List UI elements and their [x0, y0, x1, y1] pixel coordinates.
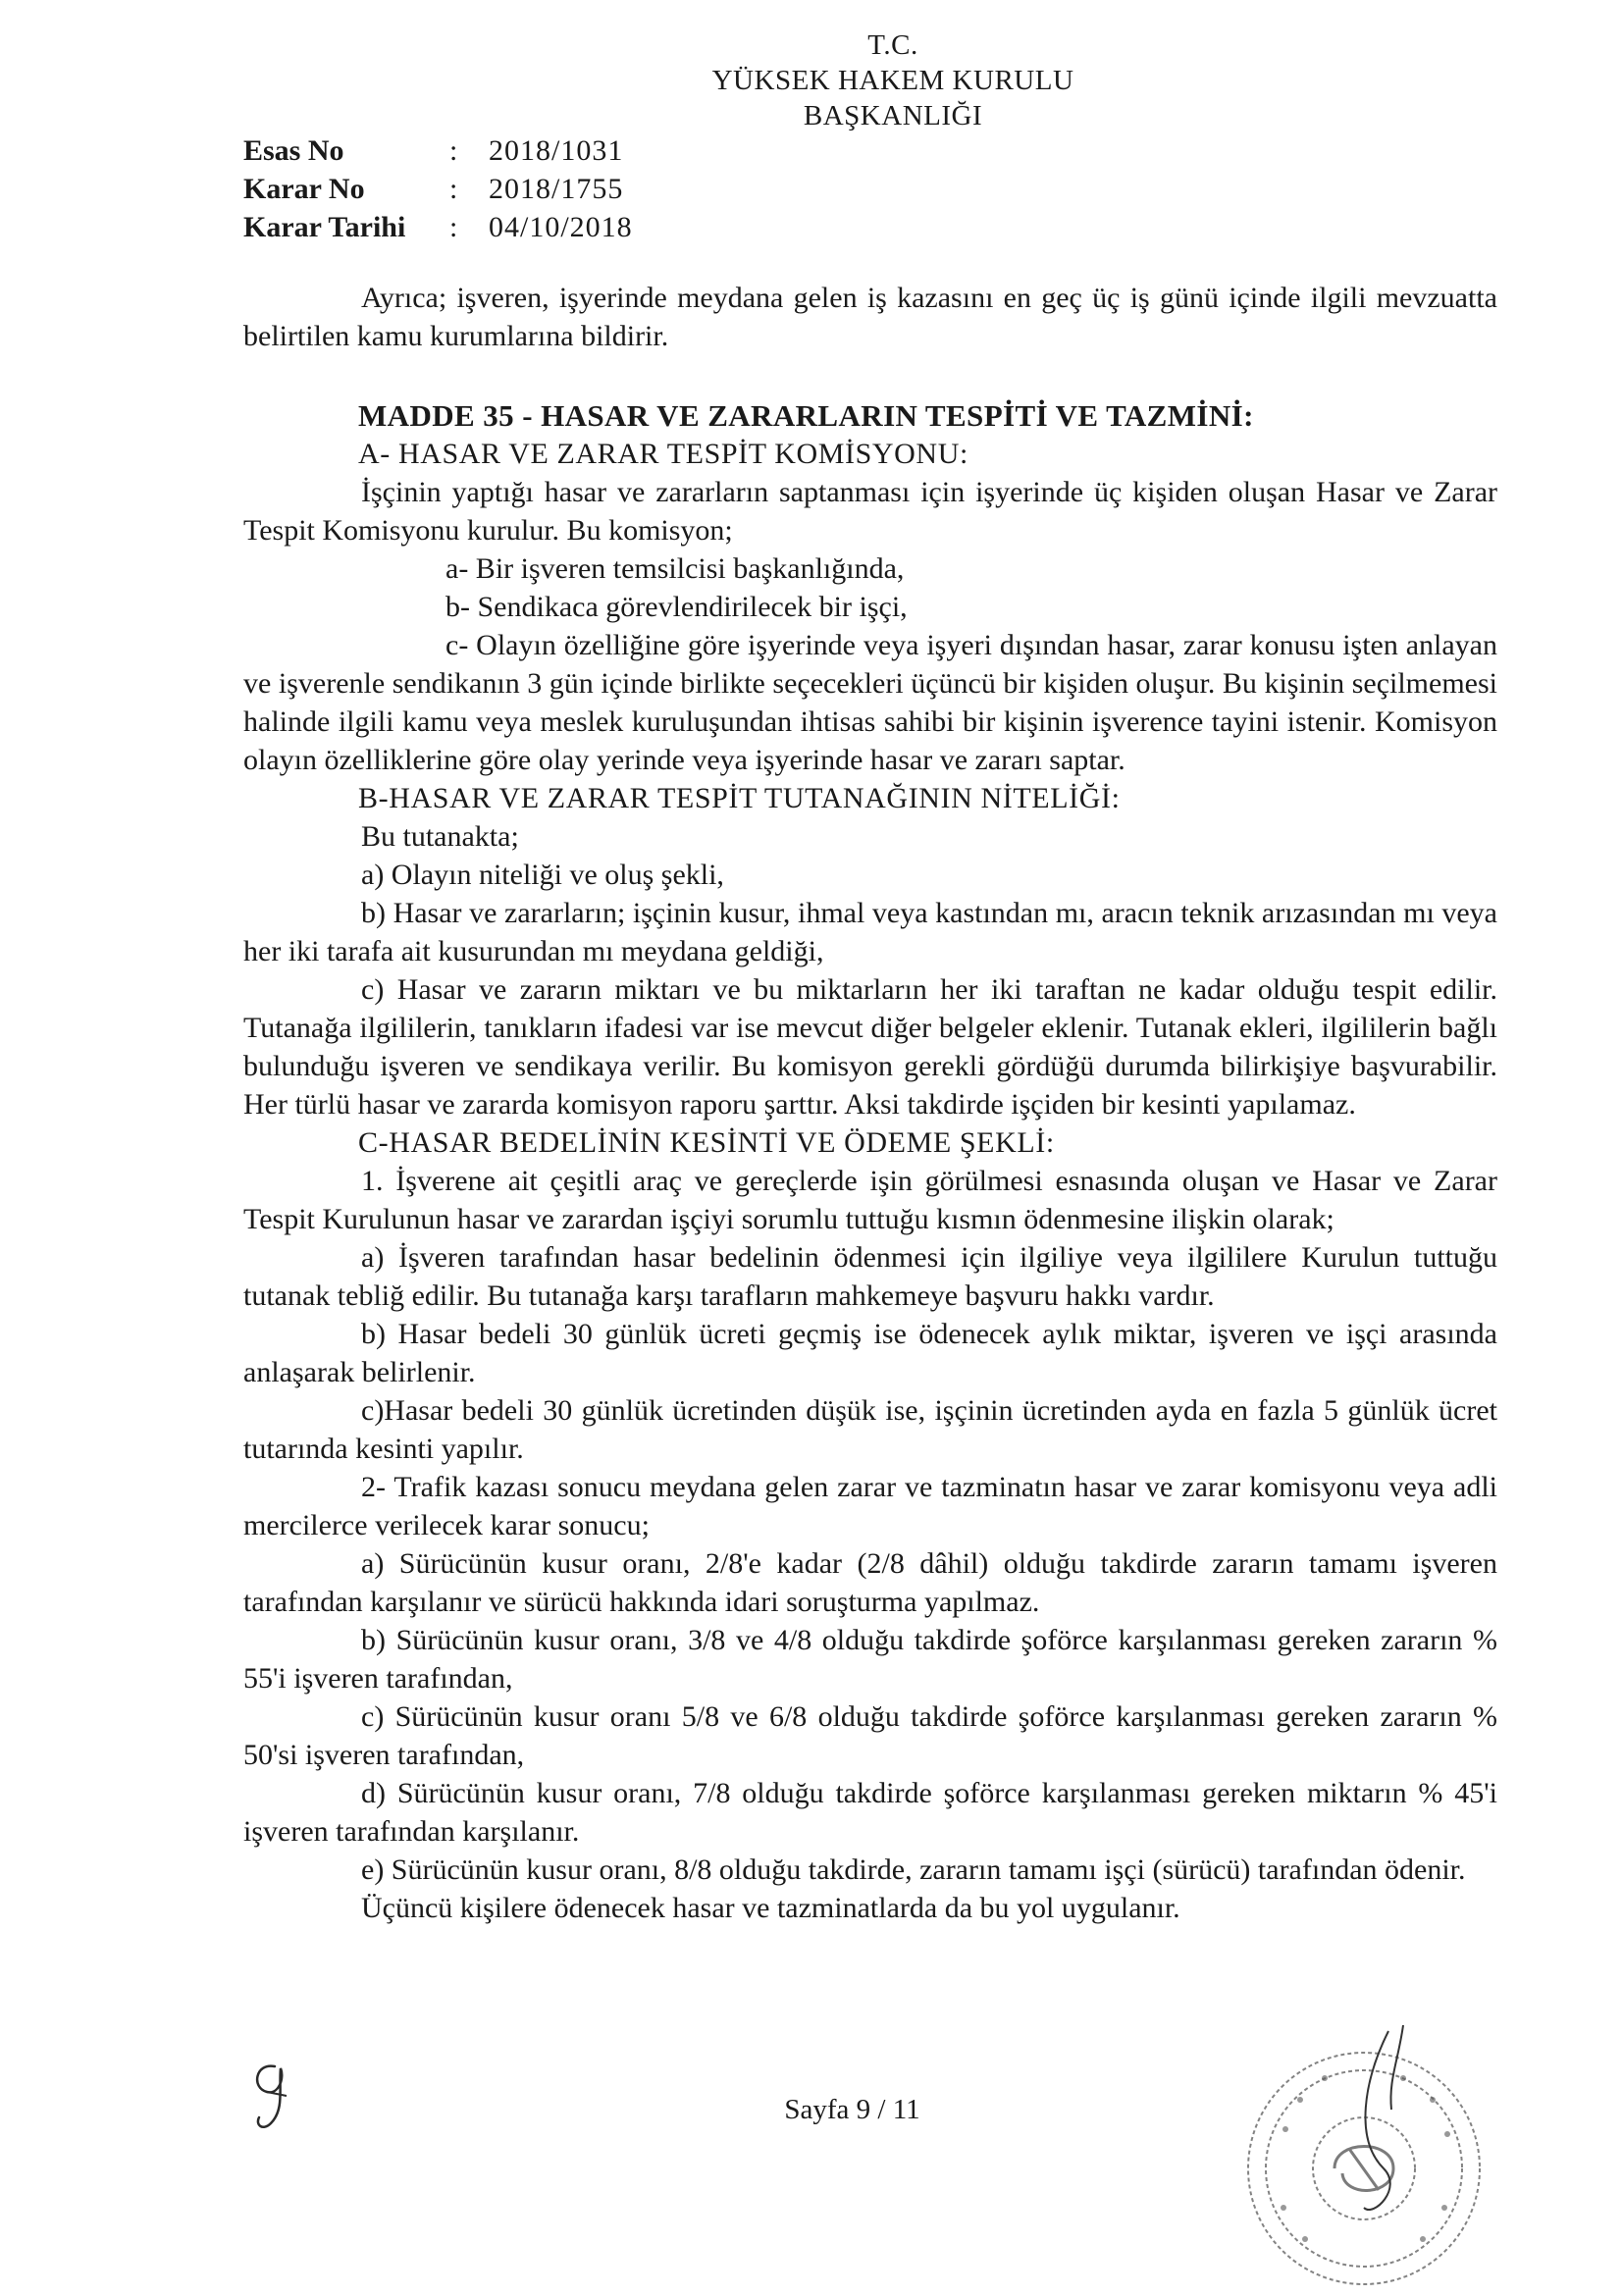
list-item: a- Bir işveren temsilcisi başkanlığında, [445, 552, 905, 585]
list-item: b- Sendikaca görevlendirilecek bir işçi, [445, 591, 908, 623]
paragraph-commission: İşçinin yaptığı hasar ve zararların saptanması için işyerinde üç kişiden oluşan Hasar ve Zarar Tespit Komisyonu kurulur. Bu komisyon; [243, 476, 1497, 547]
karar-tarihi-label: Karar Tarihi [243, 211, 406, 243]
official-seal-stamp-icon [1217, 2021, 1511, 2296]
paragraph-third-parties: Üçüncü kişilere ödenecek hasar ve tazminatlarda da bu yol uygulanır. [361, 1892, 1180, 1924]
esas-no-label: Esas No [243, 134, 344, 167]
list-item: d) Sürücünün kusur oranı, 7/8 olduğu takdirde şoförce karşılanması gereken miktarın % 45'i işveren tarafından karşılanır. [243, 1777, 1497, 1848]
article-heading: MADDE 35 - HASAR VE ZARARLARIN TESPİTİ VE TAZMİNİ: [358, 398, 1254, 433]
section-heading-b: B-HASAR VE ZARAR TESPİT TUTANAĞININ NİTELİĞİ: [358, 782, 1121, 814]
paragraph-report-intro: Bu tutanakta; [361, 820, 519, 853]
separator: : [449, 211, 458, 243]
separator: : [449, 134, 458, 167]
header-line-tc: T.C. [867, 29, 918, 61]
list-item: c) Sürücünün kusur oranı 5/8 ve 6/8 olduğu takdirde şoförce karşılanması gereken zararın % 50'si işveren tarafından, [243, 1700, 1497, 1771]
page-number: Sayfa 9 / 11 [784, 2094, 920, 2125]
list-item: a) Olayın niteliği ve oluş şekli, [361, 859, 724, 891]
list-item: c) Hasar ve zararın miktarı ve bu miktarların her iki taraftan ne kadar olduğu tespit edilir. Tutanağa ilgililerin, tanıkların ifadesi var ise mevcut diğer belgeler eklenir. Tutanak ekleri, ilgililerin bağlı bulunduğu işveren ve sendikaya verilir. Bu komisyon gerekli gördüğü durumda bilirkişiye başvurabilir. Her türlü hasar ve zararda komisyon raporu şarttır. Aksi takdirde işçiden bir kesinti yapılamaz. [243, 973, 1497, 1121]
paragraph-notification: Ayrıca; işveren, işyerinde meydana gelen iş kazasını en geç üç iş günü içinde ilgili mevzuatta belirtilen kamu kurumlarına bildirir. [243, 282, 1497, 352]
separator: : [449, 173, 458, 205]
list-item: c- Olayın özelliğine göre işyerinde veya işyeri dışından hasar, zarar konusu işten anlayan ve işverenle sendikanın 3 gün içinde birlikte seçecekleri üçüncü bir kişiden oluşur. Bu kişinin seçilmemesi halinde ilgili kamu veya meslek kuruluşundan ihtisas sahibi bir kişinin işverence tayini istenir. Komisyon olayın özelliklerine göre olay yerinde veya işyerinde hasar ve zararı saptar. [243, 629, 1497, 776]
handwritten-initial-icon [245, 2049, 324, 2137]
list-item: b) Hasar ve zararların; işçinin kusur, ihmal veya kastından mı, aracın teknik arızasından mı veya her iki tarafa ait kusurundan mı meydana geldiği, [243, 897, 1497, 967]
list-item: a) İşveren tarafından hasar bedelinin ödenmesi için ilgiliye veya ilgililere Kurulun tuttuğu tutanak tebliğ edilir. Bu tutanağa karşı tarafların mahkemeye başvuru hakkı vardır. [243, 1241, 1497, 1312]
karar-tarihi-value: 04/10/2018 [489, 211, 633, 243]
paragraph-damage-payment: 1. İşverene ait çeşitli araç ve gereçlerde işin görülmesi esnasında oluşan ve Hasar ve Zarar Tespit Kurulunun hasar ve zarardan işçiyi sorumlu tuttuğu kısmın ödenmesine ilişkin olarak; [243, 1165, 1497, 1235]
section-heading-a: A- HASAR VE ZARAR TESPİT KOMİSYONU: [358, 438, 968, 470]
document-body [243, 279, 1497, 1927]
list-item: e) Sürücünün kusur oranı, 8/8 olduğu takdirde, zararın tamamı işçi (sürücü) tarafından ödenir. [361, 1853, 1466, 1886]
list-item: b) Hasar bedeli 30 günlük ücreti geçmiş ise ödenecek aylık miktar, işveren ve işçi arasında anlaşarak belirlenir. [243, 1318, 1497, 1388]
list-item: c)Hasar bedeli 30 günlük ücretinden düşük ise, işçinin ücretinden ayda en fazla 5 günlük ücret tutarında kesinti yapılır. [243, 1394, 1497, 1465]
institution-header [628, 27, 1158, 133]
paragraph-traffic: 2- Trafik kazası sonucu meydana gelen zarar ve tazminatın hasar ve zarar komisyonu veya adli mercilerce verilecek karar sonucu; [243, 1471, 1497, 1541]
karar-no-value: 2018/1755 [489, 173, 624, 205]
case-metadata [243, 131, 633, 246]
header-line-institution: YÜKSEK HAKEM KURULU [711, 65, 1074, 96]
header-line-presidency: BAŞKANLIĞI [803, 100, 983, 131]
list-item: a) Sürücünün kusur oranı, 2/8'e kadar (2/8 dâhil) olduğu takdirde zararın tamamı işveren tarafından karşılanır ve sürücü hakkında idari soruşturma yapılmaz. [243, 1547, 1497, 1618]
esas-no-row [243, 131, 633, 170]
karar-no-row [243, 170, 633, 208]
section-heading-c: C-HASAR BEDELİNİN KESİNTİ VE ÖDEME ŞEKLİ: [358, 1126, 1055, 1159]
karar-tarihi-row [243, 208, 633, 246]
esas-no-value: 2018/1031 [489, 134, 624, 167]
list-item: b) Sürücünün kusur oranı, 3/8 ve 4/8 olduğu takdirde şoförce karşılanması gereken zararın % 55'i işveren tarafından, [243, 1624, 1497, 1695]
karar-no-label: Karar No [243, 173, 365, 205]
